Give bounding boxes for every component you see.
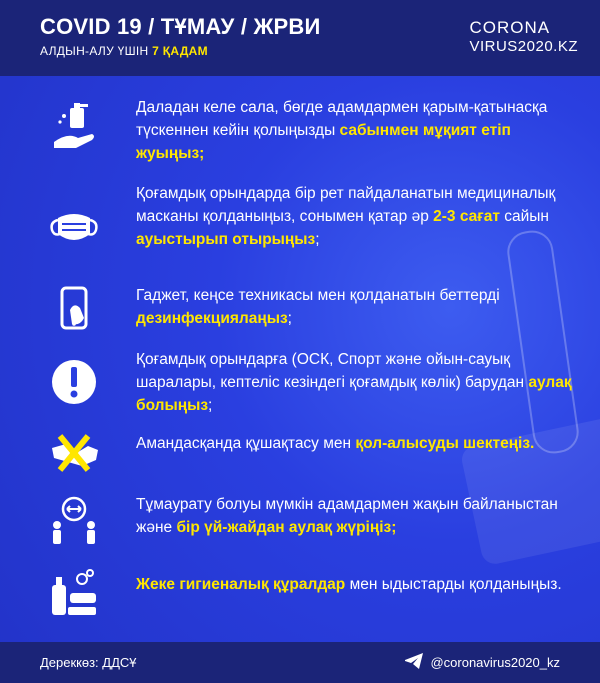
page-title: COVID 19 / ТҰМАУ / ЖРВИ xyxy=(40,14,321,39)
no-handshake-icon xyxy=(48,426,100,478)
highlight-text: сабынмен мұқият етіп жуыңыз; xyxy=(136,122,511,162)
subtitle-highlight: 7 ҚАДАМ xyxy=(152,44,208,58)
coronavirus-logo xyxy=(469,18,578,55)
source-text: Дереккөз: ДДСҰ xyxy=(40,655,137,670)
step-text-part: сайын xyxy=(499,208,549,225)
step-text xyxy=(136,493,576,539)
step-text-part: ; xyxy=(208,397,213,414)
highlight-text: 2-3 сағат xyxy=(433,208,500,225)
distance-icon xyxy=(48,495,100,547)
telegram-icon xyxy=(404,652,424,670)
thermometer-decoration xyxy=(505,228,582,456)
highlight-text: бір үй-жайдан аулақ жүріңіз; xyxy=(176,519,397,536)
step-text xyxy=(136,182,576,251)
phone-disinfect-icon xyxy=(48,284,100,336)
step-text-part: ; xyxy=(315,231,320,248)
mask-icon xyxy=(48,202,100,254)
step-text xyxy=(136,284,576,330)
step-text xyxy=(136,96,576,165)
hygiene-products-icon xyxy=(48,567,100,619)
step-text-part: Қоғамдық орындарда бір рет пайдаланатын медициналық масканы қолданыңыз, сонымен қатар әр xyxy=(136,185,556,225)
highlight-text: аулақ болыңыз xyxy=(136,374,572,414)
step-text-part: ; xyxy=(287,310,292,327)
step-text-part: Гаджет, кеңсе техникасы мен қолданатын беттерді xyxy=(136,287,500,304)
logo-line1: CORONA xyxy=(469,18,551,37)
highlight-text: дезинфекциялаңыз xyxy=(136,310,288,327)
step-text xyxy=(136,348,576,417)
logo-line2: VIRUS2020.KZ xyxy=(469,38,578,55)
highlight-text: қол-алысуды шектеңіз. xyxy=(355,435,535,452)
step-text-part: Амандасқанда құшақтасу мен xyxy=(136,435,356,452)
header-bar xyxy=(0,0,600,76)
step-text-part: Даладан келе сала, бөгде адамдармен қарым-қатынасқа түскеннен кейін қолыңызды xyxy=(136,99,548,139)
step-text-part: Қоғамдық орындарға (ОСК, Спорт және ойын-сауық шаралары, кептеліс кезіндегі қоғамдық көлік) барудан xyxy=(136,351,529,391)
step-text-part: Тұмаурату болуы мүмкін адамдармен жақын байланыстан және xyxy=(136,496,558,536)
highlight-text: Жеке гигиеналық құралдар xyxy=(136,576,346,593)
highlight-text: ауыстырып отырыңыз xyxy=(136,231,316,248)
exclamation-icon xyxy=(48,356,100,408)
step-text-part: мен ыдыстарды қолданыңыз. xyxy=(345,576,562,593)
social-handle: @coronavirus2020_kz xyxy=(430,655,560,670)
step-text xyxy=(136,573,576,596)
step-text xyxy=(136,432,576,455)
subtitle-text: АЛДЫН-АЛУ ҮШІН xyxy=(40,44,153,58)
page-subtitle xyxy=(40,44,208,58)
handwash-icon xyxy=(48,102,100,154)
